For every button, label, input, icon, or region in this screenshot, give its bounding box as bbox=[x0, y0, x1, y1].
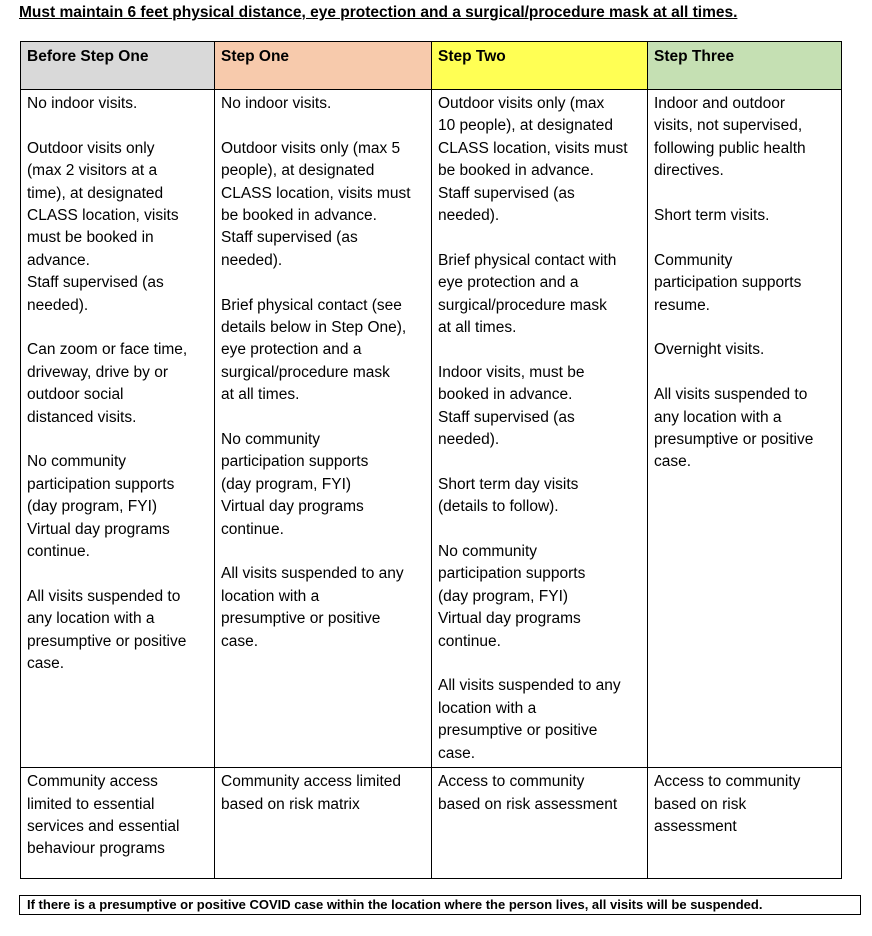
cell-line: based on risk matrix bbox=[221, 795, 360, 813]
access-step-one bbox=[215, 768, 432, 879]
cell-line: booked in advance. bbox=[438, 386, 573, 404]
cell-line: services and essential bbox=[27, 817, 180, 835]
cell-line bbox=[438, 227, 641, 249]
cell-line: surgical/procedure mask bbox=[438, 296, 607, 314]
cell-line: case. bbox=[27, 655, 65, 673]
cell-line: No indoor visits. bbox=[27, 95, 138, 112]
cell-line: Brief physical contact (see bbox=[221, 296, 402, 314]
visits-before-step-one bbox=[21, 90, 215, 768]
footer-note: If there is a presumptive or positive COVID case within the location where the person lives, all visits will be suspended. bbox=[19, 895, 861, 915]
cell-line: Brief physical contact with bbox=[438, 251, 617, 269]
cell-line: based on risk bbox=[654, 795, 747, 813]
cell-line: participation supports bbox=[438, 565, 586, 583]
access-step-three bbox=[648, 768, 842, 879]
cell-line: needed). bbox=[438, 207, 500, 225]
visits-step-one bbox=[215, 90, 432, 768]
cell-line: Community access limited bbox=[221, 773, 402, 791]
cell-line: limited to essential bbox=[27, 795, 155, 813]
cell-line: Staff supervised (as bbox=[438, 408, 575, 426]
cell-line: presumptive or positive bbox=[654, 431, 814, 449]
cell-line: directives. bbox=[654, 162, 724, 180]
cell-line: needed). bbox=[221, 251, 283, 269]
cell-line: (details to follow). bbox=[438, 498, 559, 516]
cell-line: (day program, FYI) bbox=[221, 475, 352, 493]
header-step-two: Step Two bbox=[432, 42, 648, 90]
cell-line: distanced visits. bbox=[27, 408, 137, 426]
cell-line bbox=[221, 407, 425, 429]
visit-steps-table bbox=[20, 41, 842, 879]
cell-line: case. bbox=[438, 744, 476, 762]
cell-line: location with a bbox=[438, 699, 537, 717]
cell-line: must be booked in bbox=[27, 229, 154, 247]
cell-line: Access to community bbox=[654, 773, 801, 791]
cell-line bbox=[27, 563, 208, 585]
cell-line bbox=[654, 362, 835, 384]
visits-step-two bbox=[432, 90, 648, 768]
cell-line bbox=[438, 339, 641, 361]
cell-line: Staff supervised (as bbox=[438, 184, 575, 202]
cell-line: Overnight visits. bbox=[654, 341, 765, 359]
cell-line: continue. bbox=[221, 520, 284, 538]
cell-line bbox=[438, 519, 641, 541]
cell-line bbox=[438, 653, 641, 675]
cell-line: Short term visits. bbox=[654, 207, 770, 225]
cell-line: any location with a bbox=[27, 610, 155, 628]
cell-line: at all times. bbox=[438, 319, 517, 337]
cell-line: All visits suspended to bbox=[654, 386, 808, 404]
cell-line: driveway, drive by or bbox=[27, 363, 168, 381]
cell-line: Outdoor visits only bbox=[27, 139, 155, 157]
cell-line: All visits suspended to bbox=[27, 587, 181, 605]
cell-line: Access to community bbox=[438, 773, 585, 791]
cell-line: participation supports bbox=[27, 475, 175, 493]
cell-line: participation supports bbox=[221, 453, 369, 471]
cell-line: eye protection and a bbox=[221, 341, 362, 359]
cell-line: Short term day visits bbox=[438, 475, 579, 493]
cell-line: Indoor and outdoor bbox=[654, 95, 785, 112]
cell-line: following public health bbox=[654, 139, 806, 157]
header-step-three: Step Three bbox=[648, 42, 842, 90]
cell-line: presumptive or positive bbox=[221, 610, 381, 628]
cell-line: Outdoor visits only (max bbox=[438, 95, 605, 112]
cell-line: All visits suspended to any bbox=[221, 565, 404, 583]
cell-line: people), at designated bbox=[221, 162, 375, 180]
cell-line: presumptive or positive bbox=[438, 722, 598, 740]
cell-line bbox=[654, 183, 835, 205]
cell-line: resume. bbox=[654, 296, 710, 314]
cell-line: assessment bbox=[654, 817, 737, 835]
cell-line: advance. bbox=[27, 251, 90, 269]
cell-line: CLASS location, visits must bbox=[221, 184, 411, 202]
cell-line: Community access bbox=[27, 773, 158, 791]
access-step-two bbox=[432, 768, 648, 879]
cell-line: location with a bbox=[221, 587, 320, 605]
cell-line: behaviour programs bbox=[27, 840, 165, 858]
cell-line: be booked in advance. bbox=[438, 162, 594, 180]
cell-line: visits, not supervised, bbox=[654, 117, 803, 135]
cell-line: be booked in advance. bbox=[221, 207, 377, 225]
cell-line: outdoor social bbox=[27, 386, 124, 404]
header-step-one: Step One bbox=[215, 42, 432, 90]
cell-line: Staff supervised (as bbox=[27, 274, 164, 292]
cell-line bbox=[654, 317, 835, 339]
cell-line: Community bbox=[654, 251, 733, 269]
cell-line: CLASS location, visits must bbox=[438, 139, 628, 157]
visits-step-three bbox=[648, 90, 842, 768]
cell-line: surgical/procedure mask bbox=[221, 363, 390, 381]
cell-line bbox=[221, 115, 425, 137]
cell-line: No community bbox=[221, 431, 321, 449]
cell-line: 10 people), at designated bbox=[438, 117, 613, 135]
cell-line bbox=[654, 227, 835, 249]
visits-row bbox=[21, 90, 842, 768]
header-row bbox=[21, 42, 842, 90]
cell-line: Virtual day programs bbox=[27, 520, 170, 538]
cell-line: (day program, FYI) bbox=[438, 587, 569, 605]
cell-line: needed). bbox=[27, 296, 89, 314]
cell-line bbox=[221, 272, 425, 294]
cell-line bbox=[221, 541, 425, 563]
cell-line: Outdoor visits only (max 5 bbox=[221, 139, 401, 157]
cell-line: time), at designated bbox=[27, 184, 164, 202]
cell-line: presumptive or positive bbox=[27, 632, 187, 650]
access-before-step-one bbox=[21, 768, 215, 879]
cell-line: (day program, FYI) bbox=[27, 498, 158, 516]
cell-line: details below in Step One), bbox=[221, 319, 407, 337]
cell-line: Staff supervised (as bbox=[221, 229, 358, 247]
cell-line: All visits suspended to any bbox=[438, 677, 621, 695]
cell-line: No indoor visits. bbox=[221, 95, 332, 112]
cell-line: No community bbox=[438, 543, 538, 561]
cell-line bbox=[27, 317, 208, 339]
cell-line bbox=[27, 115, 208, 137]
cell-line bbox=[27, 429, 208, 451]
cell-line: No community bbox=[27, 453, 127, 471]
cell-line: at all times. bbox=[221, 386, 300, 404]
cell-line: Virtual day programs bbox=[438, 610, 581, 628]
cell-line: Virtual day programs bbox=[221, 498, 364, 516]
cell-line: needed). bbox=[438, 431, 500, 449]
cell-line: eye protection and a bbox=[438, 274, 579, 292]
cell-line: (max 2 visitors at a bbox=[27, 162, 158, 180]
cell-line: case. bbox=[221, 632, 259, 650]
community-access-row bbox=[21, 768, 842, 879]
cell-line: continue. bbox=[27, 543, 90, 561]
cell-line bbox=[438, 451, 641, 473]
cell-line: continue. bbox=[438, 632, 501, 650]
header-before-step-one: Before Step One bbox=[21, 42, 215, 90]
cell-line: any location with a bbox=[654, 408, 782, 426]
cell-line: CLASS location, visits bbox=[27, 207, 179, 225]
page-title: Must maintain 6 feet physical distance, eye protection and a surgical/procedure mask at all times. bbox=[19, 4, 738, 21]
cell-line: Indoor visits, must be bbox=[438, 363, 585, 381]
cell-line: case. bbox=[654, 453, 692, 471]
cell-line: participation supports bbox=[654, 274, 802, 292]
cell-line: Can zoom or face time, bbox=[27, 341, 188, 359]
cell-line: based on risk assessment bbox=[438, 795, 618, 813]
